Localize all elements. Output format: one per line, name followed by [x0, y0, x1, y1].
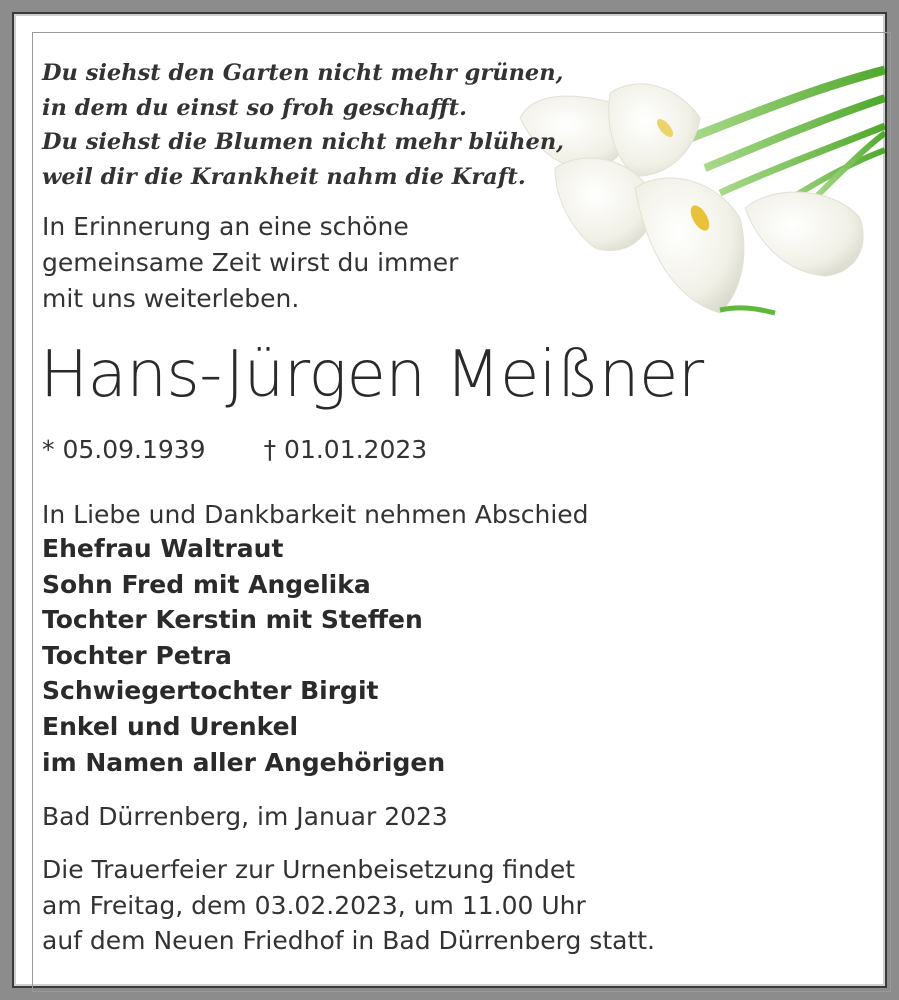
service-line: Die Trauerfeier zur Urnenbeisetzung findet: [42, 855, 576, 884]
memory-text: [42, 209, 562, 317]
life-dates: [42, 432, 642, 468]
mourners-list: [42, 531, 842, 780]
mourner: Ehefrau Waltraut: [42, 534, 284, 563]
mourner: Tochter Kerstin mit Steffen: [42, 605, 423, 635]
poem-line: weil dir die Krankheit nahm die Kraft.: [42, 163, 526, 190]
memory-line: gemeinsame Zeit wirst du immer: [42, 248, 459, 277]
death-date: † 01.01.2023: [263, 435, 428, 464]
place-date: Bad Dürrenberg, im Januar 2023: [42, 802, 448, 831]
mourner: Enkel und Urenkel: [42, 711, 299, 741]
poem: [42, 56, 602, 194]
service-line: auf dem Neuen Friedhof in Bad Dürrenberg statt.: [42, 926, 656, 955]
mourner: im Namen aller Angehörigen: [42, 747, 446, 777]
poem-line: Du siehst den Garten nicht mehr grünen,: [42, 60, 564, 86]
funeral-service-info: [42, 852, 842, 959]
mourner: Tochter Petra: [42, 640, 232, 670]
memory-line: In Erinnerung an eine schöne: [42, 212, 409, 241]
farewell-intro: In Liebe und Dankbarkeit nehmen Abschied: [42, 500, 589, 529]
poem-line: in dem du einst so froh geschafft.: [42, 94, 467, 121]
memory-line: mit uns weiterleben.: [42, 284, 300, 313]
mourner: Sohn Fred mit Angelika: [42, 569, 371, 599]
birth-date: * 05.09.1939: [42, 435, 206, 464]
poem-line: Du siehst die Blumen nicht mehr blühen,: [42, 129, 565, 155]
service-line: am Freitag, dem 03.02.2023, um 11.00 Uhr: [42, 890, 586, 920]
mourner: Schwiegertochter Birgit: [42, 676, 379, 706]
deceased-name: Hans-Jürgen Meißner: [40, 338, 704, 412]
